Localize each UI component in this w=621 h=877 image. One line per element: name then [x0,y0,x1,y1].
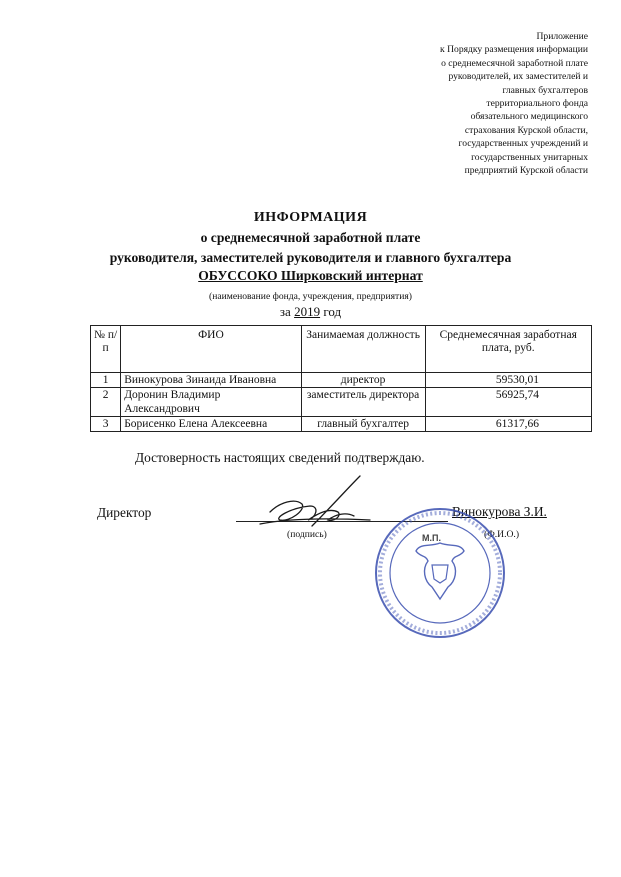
table-row [91,388,592,417]
reporting-period [0,304,621,320]
appendix-line: о среднемесячной заработной плате [441,57,588,69]
header-fio: ФИО [121,326,301,373]
cell-salary: 59530,01 [425,373,592,388]
director-label: Директор [97,505,152,520]
cell-fio: Борисенко Елена Алексеевна [121,417,301,432]
header-position: Занимаемая должность [301,326,425,373]
document-subtitle-line2: руководителя, заместителей руководителя и главного бухгалтера [109,250,512,265]
organization-name-row [0,268,621,284]
organization-name: ОБУССОКО Ширковский интернат [198,268,423,283]
cell-salary: 56925,74 [425,388,592,417]
cell-salary: 61317,66 [425,417,592,432]
period-year: 2019 [294,304,321,319]
document-title: ИНФОРМАЦИЯ [253,210,368,225]
table-header-row [91,326,592,373]
appendix-line: руководителей, их заместителей и [448,71,588,83]
signature-caption: (подпись) [287,529,327,540]
fio-caption: (Ф.И.О.) [484,529,520,540]
cell-fio: Винокурова Зинаида Ивановна [121,373,301,388]
organization-caption: (наименование фонда, учреждения, предприятия) [209,291,412,302]
header-salary: Среднемесячная заработная плата, руб. [425,326,592,373]
cell-position: заместитель директора [301,388,425,417]
appendix-line: территориального фонда [486,98,588,110]
director-name: Винокурова З.И. [452,504,547,519]
cell-position: директор [301,373,425,388]
salary-table [90,325,592,432]
appendix-line: главных бухгалтеров [502,84,588,96]
appendix-note [388,30,588,177]
header-num: № п/п [91,326,121,373]
appendix-line: обязательного медицинского [470,111,588,123]
appendix-line: страхования Курской области, [464,124,588,136]
table-row [91,373,592,388]
cell-fio: Доронин Владимир Александрович [121,388,301,417]
appendix-line: предприятий Курской области [464,165,588,177]
table-row [91,417,592,432]
handwritten-signature [250,468,390,538]
appendix-line: к Порядку размещения информации [440,44,588,56]
period-suffix: год [320,304,342,319]
cell-num: 1 [91,373,121,388]
appendix-line: государственных унитарных [471,151,588,163]
appendix-line: Приложение [536,31,588,42]
period-prefix: за [279,304,295,319]
confirmation-text: Достоверность настоящих сведений подтверждаю. [135,450,425,465]
cell-num: 2 [91,388,121,417]
stamp-mp-text: М.П. [422,533,441,543]
appendix-line: государственных учреждений и [458,138,588,150]
official-seal [370,503,510,643]
cell-num: 3 [91,417,121,432]
document-subtitle-line1: о среднемесячной заработной плате [200,230,421,245]
cell-position: главный бухгалтер [301,417,425,432]
